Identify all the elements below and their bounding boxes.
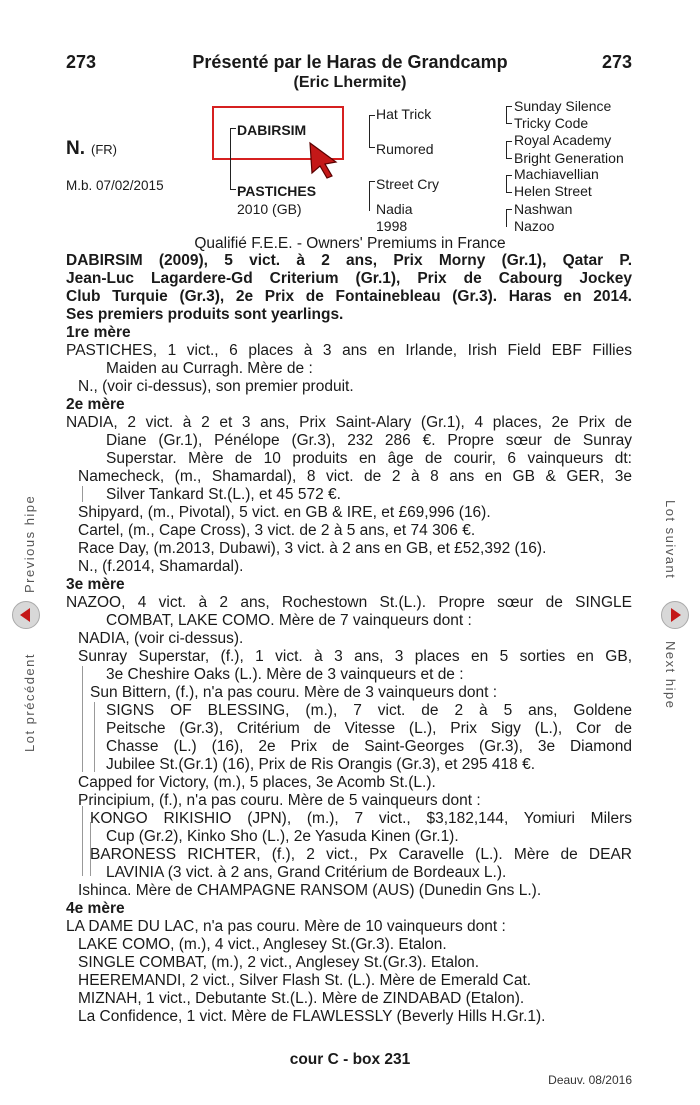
text-line: COMBAT, LAKE COMO. Mère de 7 vainqueurs dont : <box>106 612 472 629</box>
ddd: Nazoo <box>514 218 555 234</box>
lot-precedent-label[interactable]: Lot précédent <box>22 652 37 752</box>
text-line: LAVINIA (3 vict. à 2 ans, Grand Critérium de Bordeaux L.). <box>106 864 507 881</box>
dam-dam: Nadia <box>376 201 413 217</box>
text-line: Chasse (L.) (16), 2e Prix de Saint-Georges (Gr.3), 3e Diamond <box>106 738 632 755</box>
sdd: Bright Generation <box>514 150 624 166</box>
pedigree-notes <box>66 252 632 1026</box>
page-title: Présenté par le Haras de Grandcamp <box>192 52 508 72</box>
text-line: 3e Cheshire Oaks (L.). Mère de 3 vainqueurs et de : <box>106 666 464 683</box>
text-line: 2e mère <box>66 396 125 413</box>
text-line: Cartel, (m., Cape Cross), 3 vict. de 2 à 5 ans, et 74 306 €. <box>78 522 476 539</box>
text-line: Shipyard, (m., Pivotal), 5 vict. en GB & IRE, et £69,996 (16). <box>78 504 491 521</box>
indent-guide <box>94 702 95 772</box>
lot-suivant-label[interactable]: Lot suivant <box>663 500 678 580</box>
text-line: Ishinca. Mère de CHAMPAGNE RANSOM (AUS) (Dunedin Gns L.). <box>78 882 542 899</box>
horse-country: (FR) <box>91 142 117 157</box>
dam-sire: Street Cry <box>376 176 440 192</box>
stable-location: cour C - box 231 <box>289 1051 411 1068</box>
dam-name: PASTICHES <box>237 183 317 199</box>
lot-number-left: 273 <box>66 52 97 72</box>
text-line: Sun Bittern, (f.), n'a pas couru. Mère de 3 vainqueurs dont : <box>90 684 498 701</box>
text-line: Jean-Luc Lagardere-Gd Criterium (Gr.1), Prix de Cabourg Jockey <box>66 270 632 287</box>
text-line: Maiden au Curragh. Mère de : <box>106 360 313 377</box>
page-subtitle: (Eric Lhermite) <box>293 74 407 91</box>
text-line: Principium, (f.), n'a pas couru. Mère de 5 vainqueurs dont : <box>78 792 481 809</box>
next-button[interactable] <box>661 601 689 629</box>
sire-sire: Hat Trick <box>376 106 432 122</box>
text-line: Namecheck, (m., Shamardal), 8 vict. de 2 à 8 ans en GB & GER, 3e <box>78 468 632 485</box>
text-line: N., (f.2014, Shamardal). <box>78 558 244 575</box>
sire-name: DABIRSIM <box>237 122 307 138</box>
text-line: Ses premiers produits sont yearlings. <box>66 306 344 323</box>
dss: Machiavellian <box>514 166 599 182</box>
horse-name: N. (FR) <box>66 138 117 159</box>
text-line: Cup (Gr.2), Kinko Sho (L.), 2e Yasuda Kinen (Gr.1). <box>106 828 459 845</box>
dds: Nashwan <box>514 201 573 217</box>
text-line: 1re mère <box>66 324 131 341</box>
lot-number-right: 273 <box>601 52 632 72</box>
indent-guide <box>90 822 91 876</box>
dam-year: 2010 (GB) <box>237 201 302 217</box>
text-line: Club Turquie (Gr.3), 2e Prix de Fontainebleau (Gr.3). Haras en 2014. <box>66 288 632 305</box>
previous-button[interactable] <box>12 601 40 629</box>
text-line: Sunray Superstar, (f.), 1 vict. à 3 ans, 3 places en 5 sorties en GB, <box>78 648 632 665</box>
indent-guide <box>82 486 83 502</box>
sss: Sunday Silence <box>514 98 612 114</box>
sale-reference: Deauv. 08/2016 <box>548 1073 632 1087</box>
text-line: DABIRSIM (2009), 5 vict. à 2 ans, Prix Morny (Gr.1), Qatar P. <box>66 252 632 269</box>
text-line: Capped for Victory, (m.), 5 places, 3e Acomb St.(L.). <box>78 774 436 791</box>
indent-guide <box>82 806 83 876</box>
text-line: NADIA, 2 vict. à 2 et 3 ans, Prix Saint-Alary (Gr.1), 4 places, 2e Prix de <box>66 414 632 431</box>
text-line: MIZNAH, 1 vict., Debutante St.(L.). Mère de ZINDABAD (Etalon). <box>78 990 525 1007</box>
text-line: 3e mère <box>66 576 125 593</box>
text-line: Superstar. Mère de 10 produits en âge de courir, 6 vainqueurs dt: <box>106 450 632 467</box>
sire-dam: Rumored <box>376 141 434 157</box>
text-line: NAZOO, 4 vict. à 2 ans, Rochestown St.(L.). Propre sœur de SINGLE <box>66 594 632 611</box>
dsd: Helen Street <box>514 183 592 199</box>
text-line: Silver Tankard St.(L.), et 45 572 €. <box>106 486 341 503</box>
triangle-right-icon <box>662 602 688 628</box>
text-line: BARONESS RICHTER, (f.), 2 vict., Px Caravelle (L.). Mère de DEAR <box>90 846 632 863</box>
text-line: PASTICHES, 1 vict., 6 places à 3 ans en Irlande, Irish Field EBF Fillies <box>66 342 632 359</box>
ssd: Tricky Code <box>514 115 589 131</box>
text-line: Race Day, (m.2013, Dubawi), 3 vict. à 2 ans en GB, et £52,392 (16). <box>78 540 547 557</box>
text-line: SINGLE COMBAT, (m.), 2 vict., Anglesey St.(Gr.3). Etalon. <box>78 954 480 971</box>
text-line: NADIA, (voir ci-dessus). <box>78 630 244 647</box>
qualification-text: Qualifié F.E.E. - Owners' Premiums in France <box>194 235 506 252</box>
text-line: KONGO RIKISHIO (JPN), (m.), 7 vict., $3,182,144, Yomiuri Milers <box>90 810 632 827</box>
dam-dam-year: 1998 <box>376 218 408 234</box>
text-line: SIGNS OF BLESSING, (m.), 7 vict. de 2 à 5 ans, Goldene <box>106 702 632 719</box>
text-line: LA DAME DU LAC, n'a pas couru. Mère de 10 vainqueurs dont : <box>66 918 506 935</box>
next-hipe-label[interactable]: Next hipe <box>663 641 678 710</box>
text-line: 4e mère <box>66 900 125 917</box>
sds: Royal Academy <box>514 132 612 148</box>
text-line: LAKE COMO, (m.), 4 vict., Anglesey St.(Gr.3). Etalon. <box>78 936 447 953</box>
indent-guide <box>82 666 83 772</box>
text-line: Peitsche (Gr.3), Critérium de Vitesse (L.), Prix Sigy (L.), Cor de <box>106 720 632 737</box>
triangle-left-icon <box>13 602 39 628</box>
horse-info: M.b. 07/02/2015 <box>66 178 164 193</box>
text-line: N., (voir ci-dessus), son premier produit. <box>78 378 354 395</box>
previous-hipe-label[interactable]: Previous hipe <box>22 494 37 593</box>
text-line: Jubilee St.(Gr.1) (16), Prix de Ris Orangis (Gr.3), et 295 418 €. <box>106 756 536 773</box>
text-line: La Confidence, 1 vict. Mère de FLAWLESSLY (Beverly Hills H.Gr.1). <box>78 1008 546 1025</box>
pointer-icon <box>306 140 340 182</box>
text-line: HEEREMANDI, 2 vict., Silver Flash St. (L.). Mère de Emerald Cat. <box>78 972 532 989</box>
text-line: Diane (Gr.1), Pénélope (Gr.3), 232 286 €. Propre sœur de Sunray <box>106 432 632 449</box>
